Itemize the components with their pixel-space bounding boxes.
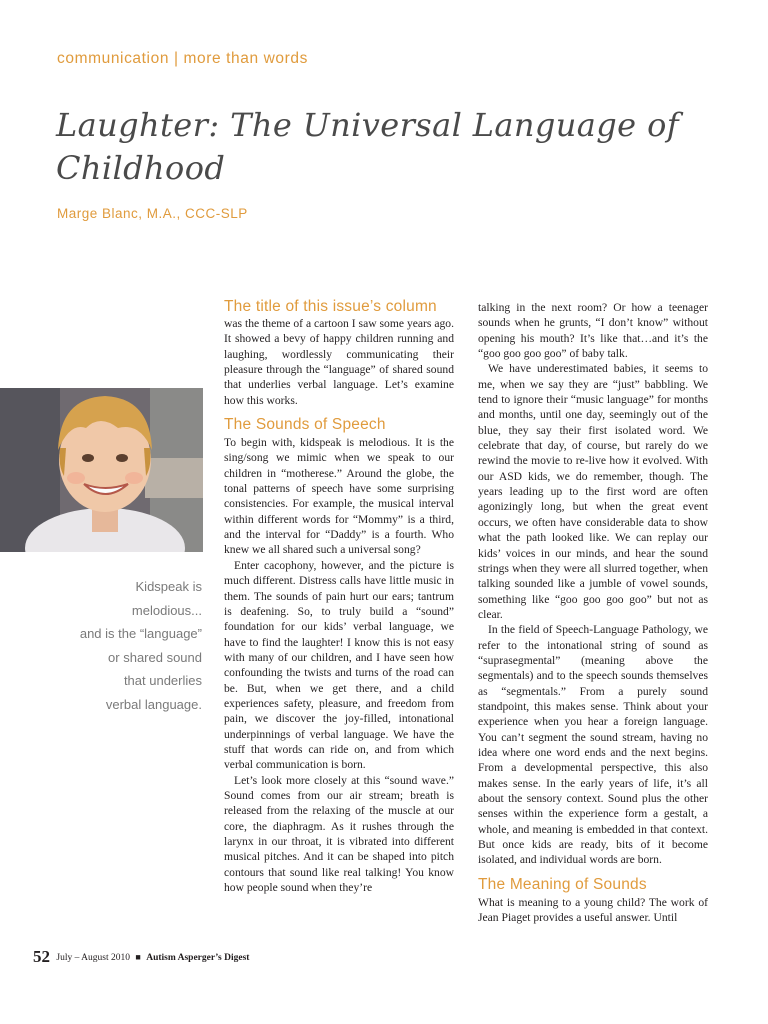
- section-heading-meaning-of-sounds: The Meaning of Sounds: [478, 875, 647, 893]
- page-number: 52: [33, 947, 50, 966]
- paragraph: Let’s look more closely at this “sound wave.” Sound comes from our air stream; breath is released from the relaxing of the muscle at our core, the diaphragm. As it rushes through the larynx in our throat, it is vibrated into different musical pitches. And it can be shaped into pitch contours that sound like real talking! You know how people sound when they’re: [224, 773, 454, 895]
- magazine-name: Autism Asperger’s Digest: [146, 953, 250, 963]
- paragraph: Enter cacophony, however, and the picture is much different. Distress calls have little music in them. The sounds of pain hurt our ears; tantrum is deafening. So, to truly build a “sound” foundation for our kids’ verbal language, we have to find the laughter! I know this is not easy with many of our children, and I have seen how confounding the twists and turns of the road can be. But, when we get there, and a child experiences safety, pleasure, and freedom from pain, we discover the joy-filled, intonational underpinnings of verbal language. We have the stuff that words can ride on, and from which verbal communication is born.: [224, 558, 454, 772]
- pull-quote: [40, 575, 202, 716]
- paragraph: was the theme of a cartoon I saw some years ago. It showed a bevy of happy children running and laughing, wordlessly communicating their pleasure through the “language” of shared sound that underlies verbal language. Let’s examine how this works.: [224, 317, 454, 407]
- section-heading-intro: The title of this issue’s column: [224, 298, 437, 315]
- article-title: Laughter: The Universal Language of Childhood: [56, 106, 679, 187]
- pull-quote-line: that underlies: [123, 673, 202, 688]
- paragraph: We have underestimated babies, it seems to me, when we say they are “just” babbling. We tend to ignore their “music language” for months and months, until one day, seemingly out of the blue, they say their first isolated word. We celebrate that day, of course, but rarely do we rewind the movie to re-live how it evolved. With our ASD kids, we do remember, though. The years leading up to the first word are often agonizingly long, but when the great event occurs, we often have considerable data to show what the path looked like. We can replay our kids’ voices in our minds, and hear the sound strings when they were all slurred together, when talking sounded like a jumble of vowel sounds, something like “goo goo goo goo” but not as clear.: [478, 362, 708, 621]
- page-footer: [33, 947, 249, 967]
- pull-quote-line: verbal language.: [105, 696, 202, 712]
- paragraph: To begin with, kidspeak is melodious. It is the sing/song we mimic when we speak to our children in “motherese.” Around the globe, the tonal patterns of speech have some surprising consistencies. For example, the musical interval within different words for “Mommy” is a third, and the interval for “Daddy” is a fourth. Who knew we all shared such a universal song?: [224, 436, 454, 557]
- body-column-1: [224, 298, 454, 895]
- body-column-2: [478, 300, 708, 925]
- section-heading-sounds-of-speech: The Sounds of Speech: [224, 416, 386, 434]
- child-photo: [0, 388, 203, 552]
- paragraph: What is meaning to a young child? The work of Jean Piaget provides a useful answer. Until: [478, 895, 708, 925]
- pull-quote-line: melodious...: [131, 602, 202, 618]
- pull-quote-line: Kidspeak is: [135, 579, 202, 594]
- pull-quote-line: and is the “language”: [79, 626, 202, 641]
- footer-separator: ■: [135, 952, 141, 962]
- author-byline: Marge Blanc, M.A., CCC-SLP: [57, 206, 248, 221]
- pull-quote-line: or shared sound: [108, 649, 202, 665]
- paragraph: In the field of Speech-Language Pathology, we refer to the intonational string of sound as “suprasegmental” (meaning above the segmentals) and to the speech sounds themselves as “segmentals.” From a purely sound standpoint, this makes sense. Think about your experience when you hear a foreign language. You can’t segment the sound stream, having no idea where one word ends and the next begins. From a developmental perspective, this also makes sense. In the early years of life, it’s all about the sensory context. Sound plus the other senses within the experience form a gestalt, a whole, and meaning is embedded in that context. But once kids are ready, bits of it become isolated, and individual words are born.: [478, 623, 708, 867]
- child-smiling-photo-icon: [0, 388, 203, 552]
- paragraph: talking in the next room? Or how a teenager sounds when he grunts, “I don’t know” without opening his mouth? It’s like that…and it’s the “goo goo goo goo” of baby talk.: [478, 301, 708, 361]
- section-kicker: communication | more than words: [57, 50, 308, 67]
- issue-date: July – August 2010: [56, 953, 131, 963]
